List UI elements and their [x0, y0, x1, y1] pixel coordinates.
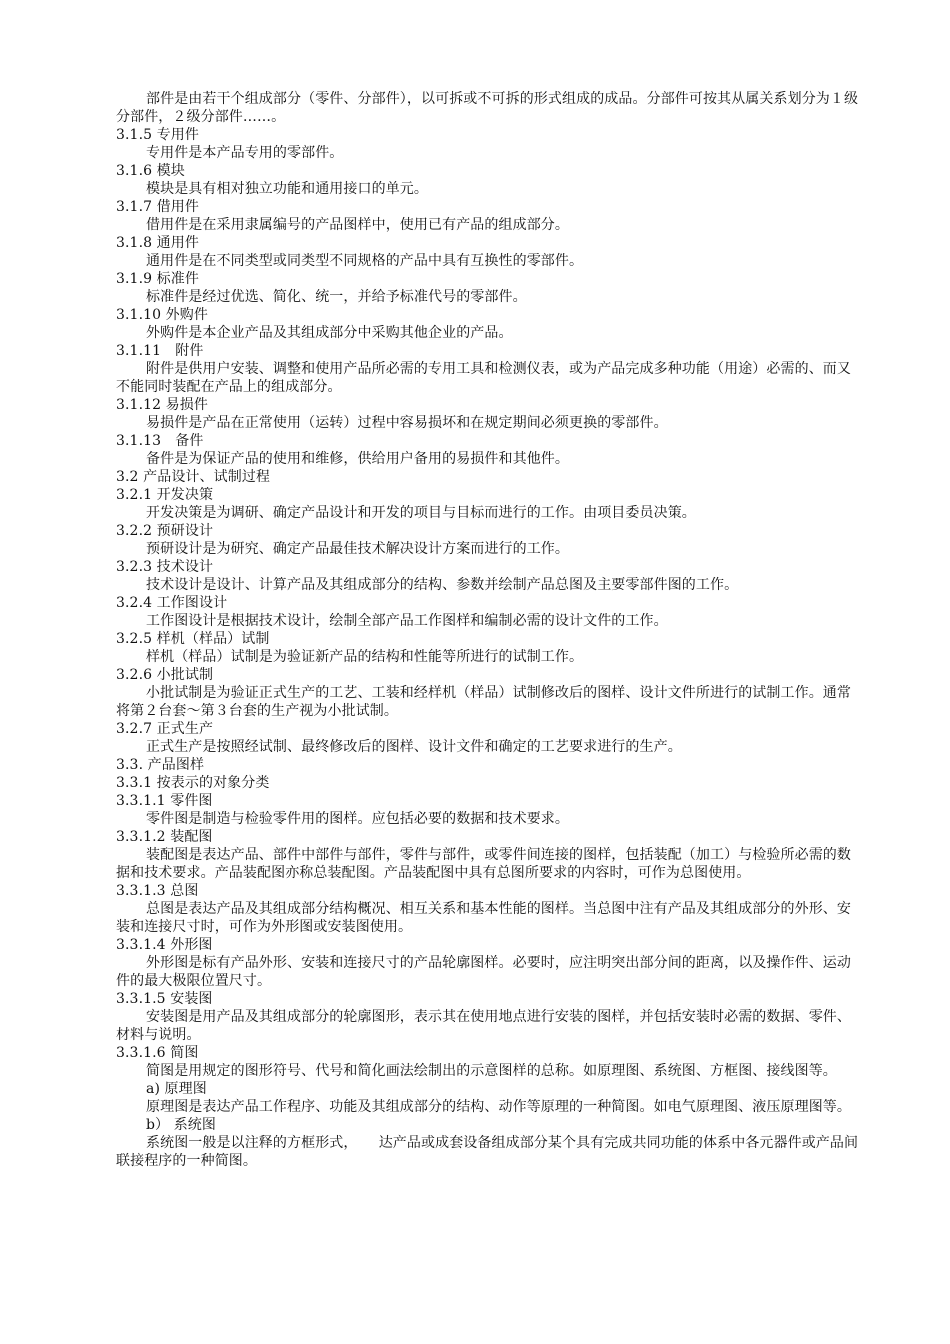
section-heading: 3.1.12 易损件: [116, 397, 208, 413]
paragraph: 外形图是标有产品外形、安装和连接尺寸的产品轮廓图样。必要时，应注明突出部分间的距离，以及操作件、运动件的最大极限位置尺寸。: [116, 955, 851, 989]
section-heading: 3.2.1 开发决策: [116, 487, 214, 503]
section-heading: 3.1.6 模块: [116, 163, 185, 179]
paragraph: 开发决策是为调研、确定产品设计和开发的项目与目标而进行的工作。由项目委员决策。: [146, 505, 696, 521]
section-heading: 3.1.7 借用件: [116, 199, 199, 215]
section-heading: 3.3.1.2 装配图: [116, 829, 213, 845]
section-heading: 3.1.9 标准件: [116, 271, 199, 287]
section-heading: 3.3.1.1 零件图: [116, 793, 213, 809]
paragraph: 安装图是用产品及其组成部分的轮廓图形，表示其在使用地点进行安装的图样，并包括安装时必需的数据、零件、材料与说明。: [116, 1009, 851, 1043]
paragraph: 样机（样品）试制是为验证新产品的结构和性能等所进行的试制工作。: [146, 649, 584, 665]
paragraph: 总图是表达产品及其组成部分结构概况、相互关系和基本性能的图样。当总图中注有产品及其组成部分的外形、安装和连接尺寸时，可作为外形图或安装图使用。: [116, 901, 851, 935]
paragraph: 系统图一般是以注释的方框形式， 达产品或成套设备组成部分某个具有完成共同功能的体系中各元器件或产品间联接程序的一种简图。: [116, 1135, 859, 1169]
section-heading: 3.3. 产品图样: [116, 757, 205, 773]
section-heading: 3.1.10 外购件: [116, 307, 208, 323]
paragraph: 预研设计是为研究、确定产品最佳技术解决设计方案而进行的工作。: [146, 541, 569, 557]
paragraph: 简图是用规定的图形符号、代号和简化画法绘制出的示意图样的总称。如原理图、系统图、方框图、接线图等。: [146, 1063, 837, 1079]
section-heading: 3.1.8 通用件: [116, 235, 199, 251]
section-heading: 3.2.3 技术设计: [116, 559, 214, 575]
section-heading: 3.1.11 附件: [116, 343, 204, 359]
section-heading: 3.3.1 按表示的对象分类: [116, 775, 270, 791]
paragraph: 通用件是在不同类型或同类型不同规格的产品中具有互换性的零部件。: [146, 253, 584, 269]
paragraph: 借用件是在采用隶属编号的产品图样中，使用已有产品的组成部分。: [146, 217, 569, 233]
section-heading: 3.2.4 工作图设计: [116, 595, 228, 611]
section-heading: 3.3.1.5 安装图: [116, 991, 213, 1007]
document-page: [116, 90, 860, 1170]
sub-heading: a) 原理图: [146, 1081, 207, 1097]
paragraph: 备件是为保证产品的使用和维修，供给用户备用的易损件和其他件。: [146, 451, 569, 467]
section-heading: 3.2.2 预研设计: [116, 523, 214, 539]
section-heading: 3.1.13 备件: [116, 433, 204, 449]
section-heading: 3.2.6 小批试制: [116, 667, 214, 683]
paragraph: 零件图是制造与检验零件用的图样。应包括必要的数据和技术要求。: [146, 811, 569, 827]
section-heading: 3.2.7 正式生产: [116, 721, 214, 737]
paragraph: 正式生产是按照经试制、最终修改后的图样、设计文件和确定的工艺要求进行的生产。: [146, 739, 682, 755]
paragraph: 模块是具有相对独立功能和通用接口的单元。: [146, 181, 428, 197]
section-heading: 3.3.1.6 简图: [116, 1045, 199, 1061]
paragraph: 装配图是表达产品、部件中部件与部件，零件与部件，或零件间连接的图样，包括装配（加工）与检验所必需的数据和技术要求。产品装配图亦称总装配图。产品装配图中具有总图所要求的内容时，可作为总图使用。: [116, 847, 851, 881]
section-heading: 3.3.1.4 外形图: [116, 937, 213, 953]
section-heading: 3.2.5 样机（样品）试制: [116, 631, 270, 647]
section-heading: 3.2 产品设计、试制过程: [116, 469, 271, 485]
paragraph: 工作图设计是根据技术设计，绘制全部产品工作图样和编制必需的设计文件的工作。: [146, 613, 668, 629]
paragraph: 部件是由若干个组成部分（零件、分部件），以可拆或不可拆的形式组成的成品。分部件可按其从属关系划分为１级分部件，２级分部件……。: [116, 91, 859, 125]
paragraph: 专用件是本产品专用的零部件。: [146, 145, 344, 161]
section-heading: 3.3.1.3 总图: [116, 883, 199, 899]
paragraph: 标准件是经过优选、简化、统一，并给予标准代号的零部件。: [146, 289, 527, 305]
paragraph: 易损件是产品在正常使用（运转）过程中容易损坏和在规定期间必须更换的零部件。: [146, 415, 668, 431]
section-heading: 3.1.5 专用件: [116, 127, 199, 143]
paragraph: 外购件是本企业产品及其组成部分中采购其他企业的产品。: [146, 325, 513, 341]
paragraph: 小批试制是为验证正式生产的工艺、工装和经样机（样品）试制修改后的图样、设计文件所进行的试制工作。通常将第２台套～第３台套的生产视为小批试制。: [116, 685, 851, 719]
paragraph: 原理图是表达产品工作程序、功能及其组成部分的结构、动作等原理的一种简图。如电气原理图、液压原理图等。: [146, 1099, 851, 1115]
paragraph: 技术设计是设计、计算产品及其组成部分的结构、参数并绘制产品总图及主要零部件图的工作。: [146, 577, 739, 593]
paragraph: 附件是供用户安装、调整和使用产品所必需的专用工具和检测仪表，或为产品完成多种功能（用途）必需的、而又不能同时装配在产品上的组成部分。: [116, 361, 851, 395]
sub-heading: b） 系统图: [146, 1117, 217, 1133]
